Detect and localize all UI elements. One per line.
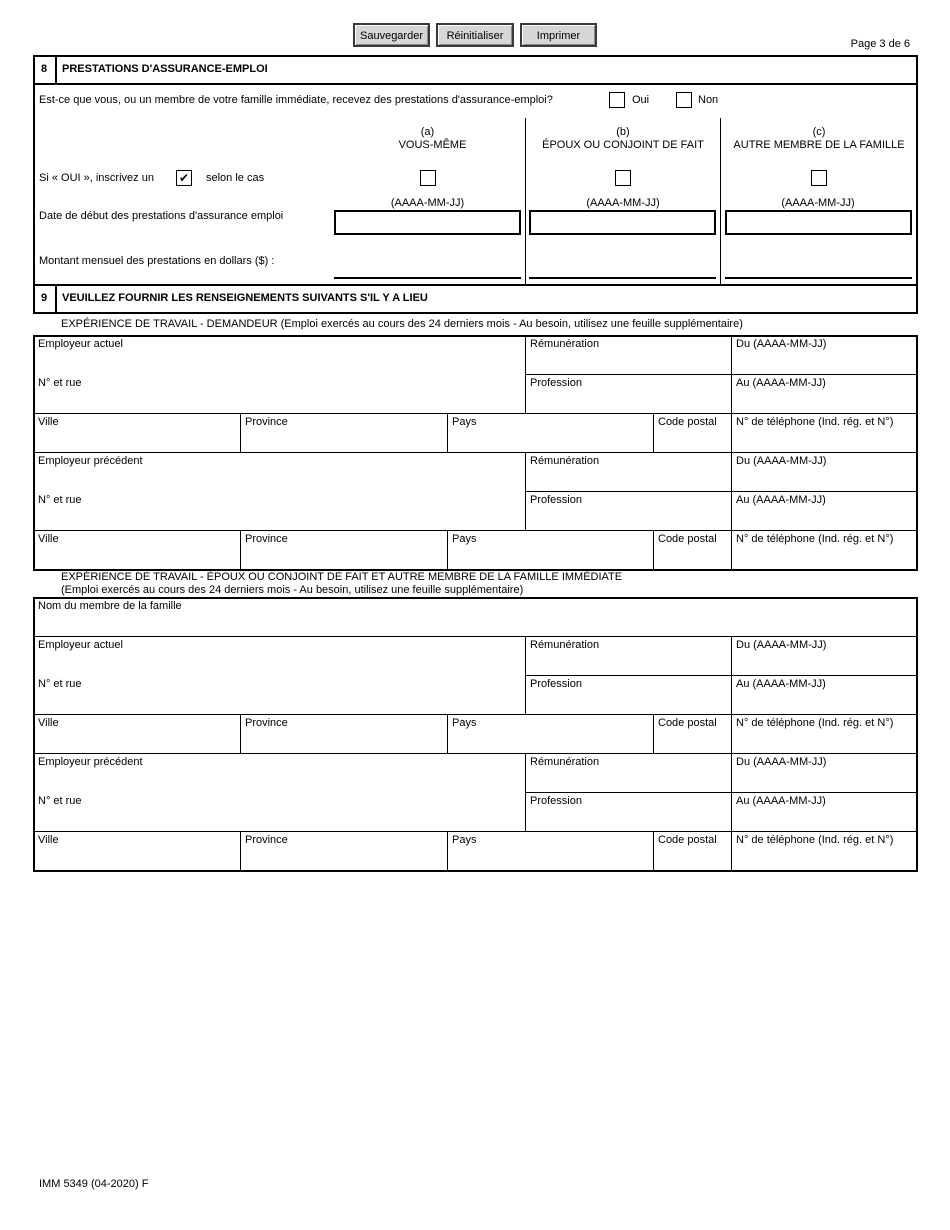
field-label: Au (AAAA-MM-JJ) xyxy=(736,795,826,807)
family-previous-from-field[interactable] xyxy=(731,753,918,792)
start-date-spouse-input[interactable] xyxy=(529,210,716,235)
family-current-from-field[interactable] xyxy=(731,636,918,675)
field-label: N° et rue xyxy=(38,795,82,807)
family-member-name-field[interactable] xyxy=(33,597,918,636)
col-b-title: ÉPOUX OU CONJOINT DE FAIT xyxy=(542,139,704,151)
applicant-previous-postal-field[interactable] xyxy=(653,530,731,570)
family-heading-line2: (Emploi exercés au cours des 24 derniers mois - Au besoin, utilisez une feuille supplémentaire) xyxy=(61,584,524,596)
sample-check-icon: ✔ xyxy=(176,170,192,186)
family-current-country-field[interactable] xyxy=(447,714,653,753)
applicant-previous-occupation-field[interactable] xyxy=(525,491,731,530)
applicant-previous-province-field[interactable] xyxy=(240,530,447,570)
field-label: Employeur actuel xyxy=(38,338,123,350)
applicant-previous-country-field[interactable] xyxy=(447,530,653,570)
family-current-postal-field[interactable] xyxy=(653,714,731,753)
field-label: Du (AAAA-MM-JJ) xyxy=(736,756,827,768)
col-a-title: VOUS-MÊME xyxy=(398,139,467,151)
applicant-current-street-field[interactable] xyxy=(33,374,525,413)
family-current-occupation-field[interactable] xyxy=(525,675,731,714)
applicant-previous-employer-field[interactable] xyxy=(33,452,525,491)
applicant-current-to-field[interactable] xyxy=(731,374,918,413)
field-label: Du (AAAA-MM-JJ) xyxy=(736,338,827,350)
field-label: Du (AAAA-MM-JJ) xyxy=(736,639,827,651)
family-current-city-field[interactable] xyxy=(33,714,240,753)
field-label: Pays xyxy=(452,533,477,545)
applicant-heading: EXPÉRIENCE DE TRAVAIL - DEMANDEUR (Emploi exercés au cours des 24 derniers mois - Au besoin, utilisez une feuille supplémentaire) xyxy=(61,318,743,330)
field-label: Profession xyxy=(530,377,582,389)
family-previous-country-field[interactable] xyxy=(447,831,653,871)
yes-checkbox[interactable] xyxy=(609,92,625,108)
page-indicator: Page 3 de 6 xyxy=(850,38,910,50)
field-label: Au (AAAA-MM-JJ) xyxy=(736,678,826,690)
start-date-other-input[interactable] xyxy=(725,210,912,235)
family-previous-to-field[interactable] xyxy=(731,792,918,831)
monthly-amount-self-input[interactable] xyxy=(334,277,521,279)
monthly-amount-spouse-input[interactable] xyxy=(529,277,716,279)
field-label: Profession xyxy=(530,494,582,506)
field-label: Au (AAAA-MM-JJ) xyxy=(736,377,826,389)
print-button[interactable]: Imprimer xyxy=(520,23,597,47)
applicant-previous-city-field[interactable] xyxy=(33,530,240,570)
family-previous-phone-field[interactable] xyxy=(731,831,918,871)
field-label: N° et rue xyxy=(38,377,82,389)
field-label: Ville xyxy=(38,533,59,545)
field-label: Profession xyxy=(530,795,582,807)
family-previous-employer-field[interactable] xyxy=(33,753,525,792)
family-previous-street-field[interactable] xyxy=(33,792,525,831)
ei-question: Est-ce que vous, ou un membre de votre famille immédiate, recevez des prestations d'assurance-emploi? xyxy=(39,94,553,106)
family-current-to-field[interactable] xyxy=(731,675,918,714)
field-label: Code postal xyxy=(658,416,717,428)
field-label: Employeur actuel xyxy=(38,639,123,651)
date-format-a: (AAAA-MM-JJ) xyxy=(390,197,465,209)
field-label: Ville xyxy=(38,717,59,729)
instruction-suffix: selon le cas xyxy=(206,172,265,184)
applicant-previous-from-field[interactable] xyxy=(731,452,918,491)
field-label: N° de téléphone (Ind. rég. et N°) xyxy=(736,717,894,729)
col-b-letter: (b) xyxy=(616,126,630,138)
field-label: Province xyxy=(245,834,288,846)
applicant-current-salary-field[interactable] xyxy=(525,335,731,374)
field-label: Pays xyxy=(452,717,477,729)
field-label: Province xyxy=(245,416,288,428)
col-c-title: AUTRE MEMBRE DE LA FAMILLE xyxy=(733,139,905,151)
section-9-number-divider xyxy=(55,284,57,314)
other-family-checkbox[interactable] xyxy=(811,170,827,186)
col-c-letter: (c) xyxy=(812,126,826,138)
yes-label: Oui xyxy=(632,94,650,106)
field-label: Rémunération xyxy=(530,639,600,651)
field-label: Profession xyxy=(530,678,582,690)
date-format-c: (AAAA-MM-JJ) xyxy=(781,197,855,209)
applicant-current-city-field[interactable] xyxy=(33,413,240,452)
no-label: Non xyxy=(698,94,719,106)
applicant-current-postal-field[interactable] xyxy=(653,413,731,452)
family-current-phone-field[interactable] xyxy=(731,714,918,753)
family-previous-occupation-field[interactable] xyxy=(525,792,731,831)
section-9-number: 9 xyxy=(41,292,48,304)
reset-button[interactable]: Réinitialiser xyxy=(436,23,514,47)
family-current-street-field[interactable] xyxy=(33,675,525,714)
family-previous-postal-field[interactable] xyxy=(653,831,731,871)
applicant-current-country-field[interactable] xyxy=(447,413,653,452)
field-label: Code postal xyxy=(658,834,717,846)
applicant-current-from-field[interactable] xyxy=(731,335,918,374)
section-number: 8 xyxy=(41,63,48,75)
field-label: N° et rue xyxy=(38,678,82,690)
spouse-checkbox[interactable] xyxy=(615,170,631,186)
applicant-previous-salary-field[interactable] xyxy=(525,452,731,491)
form-id: IMM 5349 (04-2020) F xyxy=(39,1178,149,1190)
applicant-previous-street-field[interactable] xyxy=(33,491,525,530)
monthly-amount-label: Montant mensuel des prestations en dollars ($) : xyxy=(39,255,275,267)
section-8-header-divider xyxy=(33,83,918,85)
instruction-prefix: Si « OUI », inscrivez un xyxy=(39,172,154,184)
family-heading-line1: EXPÉRIENCE DE TRAVAIL - ÉPOUX OU CONJOINT DE FAIT ET AUTRE MEMBRE DE LA FAMILLE IMMÉDIATE xyxy=(61,571,623,583)
field-label: Province xyxy=(245,533,288,545)
field-label: Rémunération xyxy=(530,338,600,350)
field-label: Ville xyxy=(38,834,59,846)
field-label: Au (AAAA-MM-JJ) xyxy=(736,494,826,506)
applicant-current-province-field[interactable] xyxy=(240,413,447,452)
field-label: Pays xyxy=(452,834,477,846)
start-date-label: Date de début des prestations d'assurance emploi xyxy=(39,210,284,222)
family-previous-province-field[interactable] xyxy=(240,831,447,871)
field-label: Rémunération xyxy=(530,455,600,467)
field-label: Code postal xyxy=(658,533,717,545)
field-label: N° de téléphone (Ind. rég. et N°) xyxy=(736,533,894,545)
family-previous-salary-field[interactable] xyxy=(525,753,731,792)
monthly-amount-other-input[interactable] xyxy=(725,277,912,279)
field-label: Pays xyxy=(452,416,477,428)
applicant-previous-to-field[interactable] xyxy=(731,491,918,530)
family-current-province-field[interactable] xyxy=(240,714,447,753)
family-current-employer-field[interactable] xyxy=(33,636,525,675)
section-title: PRESTATIONS D'ASSURANCE-EMPLOI xyxy=(62,63,268,75)
field-label: N° de téléphone (Ind. rég. et N°) xyxy=(736,416,894,428)
field-label: Employeur précédent xyxy=(38,756,143,768)
family-previous-city-field[interactable] xyxy=(33,831,240,871)
col-a-letter: (a) xyxy=(420,126,435,138)
section-8-number-divider xyxy=(55,55,57,83)
field-label: Code postal xyxy=(658,717,717,729)
field-label: Rémunération xyxy=(530,756,600,768)
field-label: Nom du membre de la famille xyxy=(38,600,182,612)
field-label: Du (AAAA-MM-JJ) xyxy=(736,455,827,467)
applicant-previous-phone-field[interactable] xyxy=(731,530,918,570)
self-checkbox[interactable] xyxy=(420,170,436,186)
date-format-b: (AAAA-MM-JJ) xyxy=(586,197,660,209)
field-label: N° et rue xyxy=(38,494,82,506)
section-9-title: VEUILLEZ FOURNIR LES RENSEIGNEMENTS SUIVANTS S'IL Y A LIEU xyxy=(62,292,428,304)
field-label: Ville xyxy=(38,416,59,428)
field-label: Province xyxy=(245,717,288,729)
no-checkbox[interactable] xyxy=(676,92,692,108)
section-9-header-divider xyxy=(33,284,918,286)
applicant-current-occupation-field[interactable] xyxy=(525,374,731,413)
save-button[interactable]: Sauvegarder xyxy=(353,23,430,47)
start-date-self-input[interactable] xyxy=(334,210,521,235)
family-current-salary-field[interactable] xyxy=(525,636,731,675)
applicant-current-phone-field[interactable] xyxy=(731,413,918,452)
field-label: Employeur précédent xyxy=(38,455,143,467)
field-label: N° de téléphone (Ind. rég. et N°) xyxy=(736,834,894,846)
applicant-current-employer-field[interactable] xyxy=(33,335,525,374)
